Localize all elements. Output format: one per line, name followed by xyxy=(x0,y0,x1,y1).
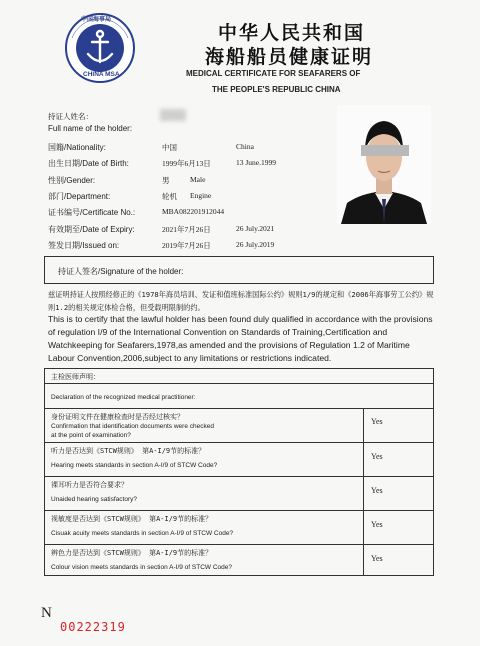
declaration-table xyxy=(44,368,434,576)
answer-value: Yes xyxy=(371,486,383,495)
expiry-en: 26 July.2021 xyxy=(236,224,275,233)
serial-prefix: N xyxy=(41,605,52,621)
question-en-line1: Cisuak acuity meets standards in section A-I/9 of STCW Code? xyxy=(51,530,234,537)
certification-text-cn: 兹证明持证人按照经修正的《1978年海员培训、发证和值班标准国际公约》规则1/9的规定和《2006年海事劳工公约》规则1.2的相关规定体检合格，但受载明限制的约。 xyxy=(48,290,434,312)
nationality-cn: 中国 xyxy=(162,143,177,152)
declaration-header-cn: 主检医师声明： xyxy=(51,373,100,381)
signature-label: 持证人签名/Signature of the holder: xyxy=(58,267,184,276)
nationality-en: China xyxy=(236,142,254,151)
question-cn: 视敏度是否达到《STCW规则》 第A-I/9节的标准？ xyxy=(51,515,213,523)
name-label-en: Full name of the holder: xyxy=(48,124,133,133)
expiry-label: 有效期至/Date of Expiry: xyxy=(48,225,135,234)
title-cn-line1: 中华人民共和国 xyxy=(218,22,366,44)
answer-value: Yes xyxy=(371,520,383,529)
serial-number: 00222319 xyxy=(60,620,126,634)
name-label-cn: 持证人姓名： xyxy=(48,112,93,121)
expiry-cn: 2021年7月26日 xyxy=(162,225,211,234)
declaration-header-en: Declaration of the recognized medical practitioner: xyxy=(51,394,196,401)
redacted-name xyxy=(160,109,186,121)
issued-en: 26 July.2019 xyxy=(236,240,275,249)
answer-value: Yes xyxy=(371,417,383,426)
holder-photo xyxy=(337,105,431,224)
table-row xyxy=(45,511,433,545)
issued-cn: 2019年7月26日 xyxy=(162,241,211,250)
question-cn: 辨色力是否达到《STCW规则》 第A-I/9节的标准？ xyxy=(51,549,213,557)
title-en-line2: THE PEOPLE'S REPUBLIC CHINA xyxy=(212,85,341,94)
department-label: 部门/Department: xyxy=(48,192,111,201)
table-row xyxy=(45,545,433,575)
nationality-label: 国籍/Nationality: xyxy=(48,143,106,152)
answer-value: Yes xyxy=(371,452,383,461)
question-en-line1: Colour vision meets standards in section A-I/9 of STCW Code? xyxy=(51,564,232,571)
gender-en: Male xyxy=(190,175,206,184)
department-cn: 轮机 xyxy=(162,192,177,201)
gender-label: 性别/Gender: xyxy=(48,176,96,185)
dob-cn: 1999年6月13日 xyxy=(162,159,211,168)
certification-text-en: This is to certify that the lawful holder has been found duly qualified in accordance with the provisions of regulation I/9 of the International Convention on Standards of Training,Certification and Watchkeeping for Seafarers,1978,as amended and the provisions of Regulation 1.2 of Maritime Labour Convention,2006,subject to any limitations or restrictions indicated. xyxy=(48,314,433,363)
table-row xyxy=(45,443,433,477)
table-row xyxy=(45,409,433,443)
question-en-line1: Unaided hearing satisfactory? xyxy=(51,496,137,503)
title-en-line1: MEDICAL CERTIFICATE FOR SEAFARERS OF xyxy=(186,69,361,78)
table-header-row-en xyxy=(45,384,433,409)
cert-no-label: 证书编号/Certificate No.: xyxy=(48,208,136,217)
question-en-line2: at the point of examination? xyxy=(51,432,131,439)
issued-label: 签发日期/Issued on: xyxy=(48,241,120,250)
logo-text-en: CHINA MSA xyxy=(83,71,120,78)
question-cn: 听力是否达到《STCW规则》 第A-I/9节的标准？ xyxy=(51,447,206,455)
answer-value: Yes xyxy=(371,554,383,563)
dob-en: 13 June.1999 xyxy=(236,158,276,167)
logo-text-cn: 中国海事局 xyxy=(81,17,112,23)
question-cn: 裸耳听力是否符合要求？ xyxy=(51,481,128,489)
table-row xyxy=(45,477,433,511)
dob-label: 出生日期/Date of Birth: xyxy=(48,159,129,168)
department-en: Engine xyxy=(190,191,212,200)
question-en-line1: Hearing meets standards in section A-I/9 of STCW Code? xyxy=(51,462,218,469)
table-header-row-cn xyxy=(45,369,433,384)
question-cn: 身份证明文件在健康检查时是否经过核实？ xyxy=(51,413,184,421)
gender-cn: 男 xyxy=(162,176,170,185)
question-en-line1: Confirmation that identification documents were checked xyxy=(51,423,214,430)
cert-no: MBA082201912044 xyxy=(162,207,225,216)
title-cn-line2: 海船船员健康证明 xyxy=(205,46,374,68)
